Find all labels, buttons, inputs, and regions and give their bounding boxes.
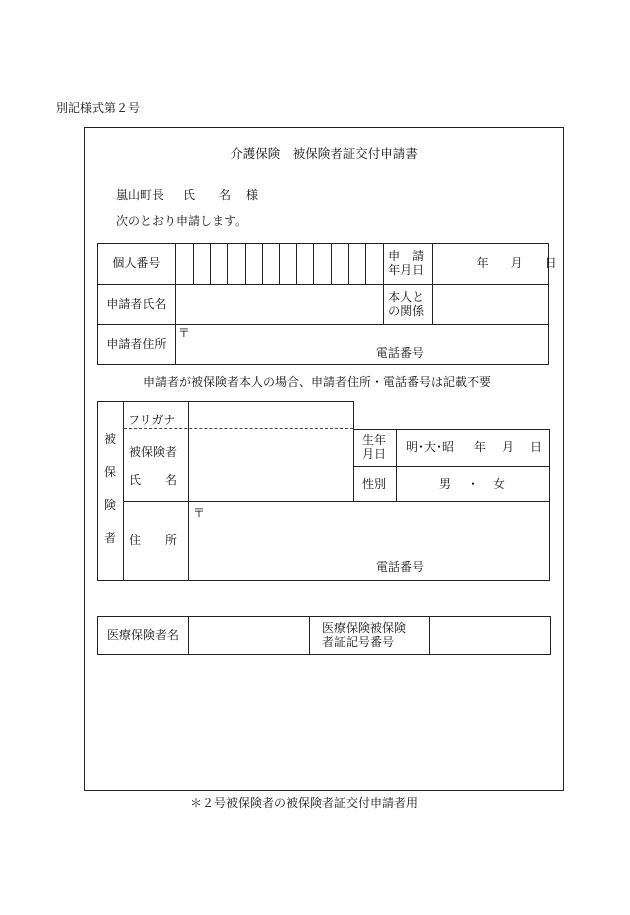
insured-name-field[interactable] xyxy=(189,429,353,501)
form-number: 別記様式第２号 xyxy=(56,101,141,115)
insured-vertical-label-3: 険 xyxy=(104,498,117,512)
individual-number-digit-8[interactable] xyxy=(297,244,314,285)
individual-number-digit-11[interactable] xyxy=(348,244,365,285)
relationship-label: 本人と の関係 xyxy=(384,285,433,325)
footer-note: ＊２号被保険者の被保険者証交付申請者用 xyxy=(190,796,419,810)
medical-table xyxy=(97,616,551,655)
insured-phone-label: 電話番号 xyxy=(376,560,425,574)
insured-address-label: 住 所 xyxy=(129,533,178,547)
applicant-name-field[interactable] xyxy=(175,285,383,325)
applicant-address-field[interactable] xyxy=(175,325,548,365)
intro-text: 次のとおり申請します。 xyxy=(116,214,248,228)
addressee-suffix: 様 xyxy=(246,188,259,202)
insured-vertical-label-1: 被 xyxy=(104,432,117,446)
sex-label: 性別 xyxy=(362,477,387,491)
individual-number-digit-1[interactable] xyxy=(175,244,193,285)
relationship-field[interactable] xyxy=(432,285,548,325)
note-text: 申請者が被保険者本人の場合、申請者住所・電話番号は記載不要 xyxy=(143,375,492,389)
applicant-phone-label: 電話番号 xyxy=(375,346,424,360)
birthdate-label-1: 生年 xyxy=(362,433,387,447)
sex-separator: ・ xyxy=(467,477,480,491)
insurer-name-label: 医療保険者名 xyxy=(98,617,189,655)
era-options[interactable]: 明･大･昭 xyxy=(406,440,455,454)
insured-number-field[interactable] xyxy=(430,617,551,655)
insured-vertical-label-4: 者 xyxy=(104,531,117,545)
application-date-field[interactable] xyxy=(432,244,557,285)
addressee-prefix: 嵐山町長 xyxy=(116,188,165,202)
individual-number-digit-9[interactable] xyxy=(314,244,331,285)
individual-number-digit-3[interactable] xyxy=(211,244,228,285)
applicant-table xyxy=(97,243,557,365)
sex-option-female[interactable]: 女 xyxy=(493,477,506,491)
date-unit-month: 月 xyxy=(510,256,523,271)
birth-unit-year: 年 xyxy=(474,440,487,454)
individual-number-digit-10[interactable] xyxy=(331,244,348,285)
individual-number-digit-7[interactable] xyxy=(279,244,296,285)
individual-number-label: 個人番号 xyxy=(98,244,176,285)
furigana-label: フリガナ xyxy=(128,413,176,427)
insured-name-label-1: 被保険者 xyxy=(129,445,178,459)
sex-option-male[interactable]: 男 xyxy=(439,477,452,491)
insured-vertical-label-2: 保 xyxy=(104,465,117,479)
applicant-name-label: 申請者氏名 xyxy=(98,285,176,325)
individual-number-digit-5[interactable] xyxy=(245,244,262,285)
date-unit-day: 日 xyxy=(544,256,557,271)
individual-number-digit-6[interactable] xyxy=(262,244,279,285)
insured-name-label-2: 氏 名 xyxy=(129,473,178,487)
insured-address-field[interactable] xyxy=(189,502,549,580)
addressee-name-label: 氏 名 xyxy=(183,188,232,202)
date-unit-year: 年 xyxy=(476,256,489,271)
applicant-address-label: 申請者住所 xyxy=(98,325,176,365)
insurer-name-field[interactable] xyxy=(189,617,310,655)
birthdate-label-2: 月日 xyxy=(362,447,387,461)
birth-unit-month: 月 xyxy=(502,440,515,454)
individual-number-digit-2[interactable] xyxy=(194,244,211,285)
application-date-label: 申 請 年月日 xyxy=(384,244,433,285)
birth-unit-day: 日 xyxy=(530,440,543,454)
insured-postal-mark: 〒 xyxy=(193,506,206,520)
furigana-field[interactable] xyxy=(189,402,353,428)
form-title: 介護保険 被保険者証交付申請書 xyxy=(230,146,418,161)
individual-number-digit-4[interactable] xyxy=(228,244,245,285)
individual-number-digit-12[interactable] xyxy=(365,244,383,285)
insured-number-label: 医療保険被保険 者証記号番号 xyxy=(310,617,430,655)
postal-mark: 〒 xyxy=(177,326,190,340)
